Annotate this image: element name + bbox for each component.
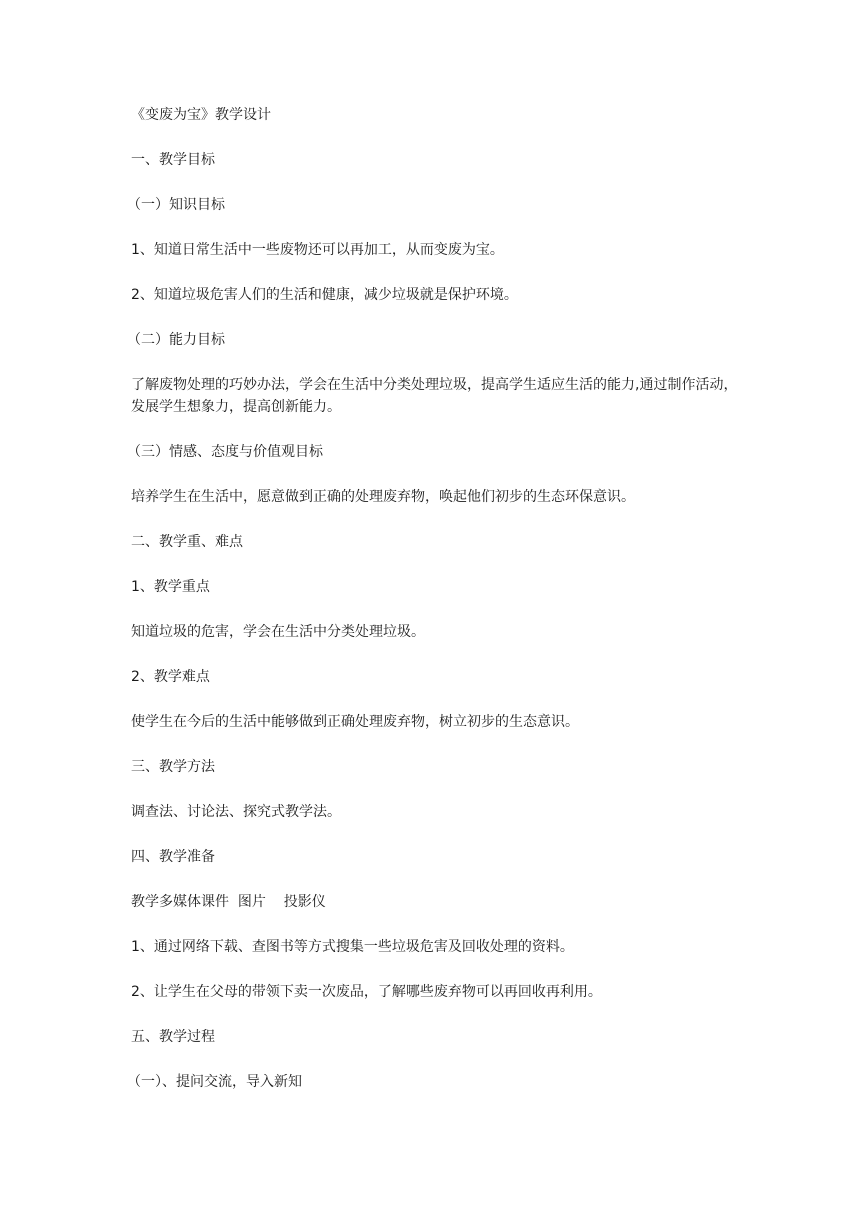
paragraph-methods: 调查法、讨论法、探究式教学法。 [131, 804, 341, 820]
section-heading-objectives: 一、教学目标 [131, 152, 215, 168]
section-heading-key-points: 二、教学重、难点 [131, 534, 243, 550]
paragraph-preparation-1: 1、通过网络下载、查图书等方式搜集一些垃圾危害及回收处理的资料。 [131, 939, 574, 955]
paragraph-ability: 了解废物处理的巧妙办法，学会在生活中分类处理垃圾，提高学生适应生活的能力,通过制作活动，发展学生想象力，提高创新能力。 [131, 377, 738, 415]
subsection-heading-introduction: （一）、提问交流，导入新知 [127, 1074, 302, 1090]
subsection-heading-ability: （二）能力目标 [127, 332, 225, 348]
document-body [127, 104, 751, 1116]
subheading-difficulty: 2、教学难点 [131, 669, 210, 685]
document-title: 《变废为宝》教学设计 [131, 107, 271, 123]
section-heading-preparation: 四、教学准备 [131, 849, 215, 865]
paragraph-preparation-2: 2、让学生在父母的带领下卖一次废品，了解哪些废弃物可以再回收再利用。 [131, 984, 602, 1000]
subheading-key-point: 1、教学重点 [131, 579, 210, 595]
paragraph-knowledge-2: 2、知道垃圾危害人们的生活和健康，减少垃圾就是保护环境。 [131, 287, 518, 303]
section-heading-methods: 三、教学方法 [131, 759, 215, 775]
section-heading-process: 五、教学过程 [131, 1029, 215, 1045]
paragraph-emotion: 培养学生在生活中，愿意做到正确的处理废弃物，唤起他们初步的生态环保意识。 [131, 489, 635, 505]
paragraph-knowledge-1: 1、知道日常生活中一些废物还可以再加工，从而变废为宝。 [131, 242, 504, 258]
paragraph-key-point: 知道垃圾的危害，学会在生活中分类处理垃圾。 [131, 624, 425, 640]
paragraph-materials: 教学多媒体课件 图片 投影仪 [131, 894, 326, 910]
subsection-heading-emotion: （三）情感、态度与价值观目标 [127, 444, 323, 460]
paragraph-difficulty: 使学生在今后的生活中能够做到正确处理废弃物，树立初步的生态意识。 [131, 714, 579, 730]
subsection-heading-knowledge: （一）知识目标 [127, 197, 225, 213]
